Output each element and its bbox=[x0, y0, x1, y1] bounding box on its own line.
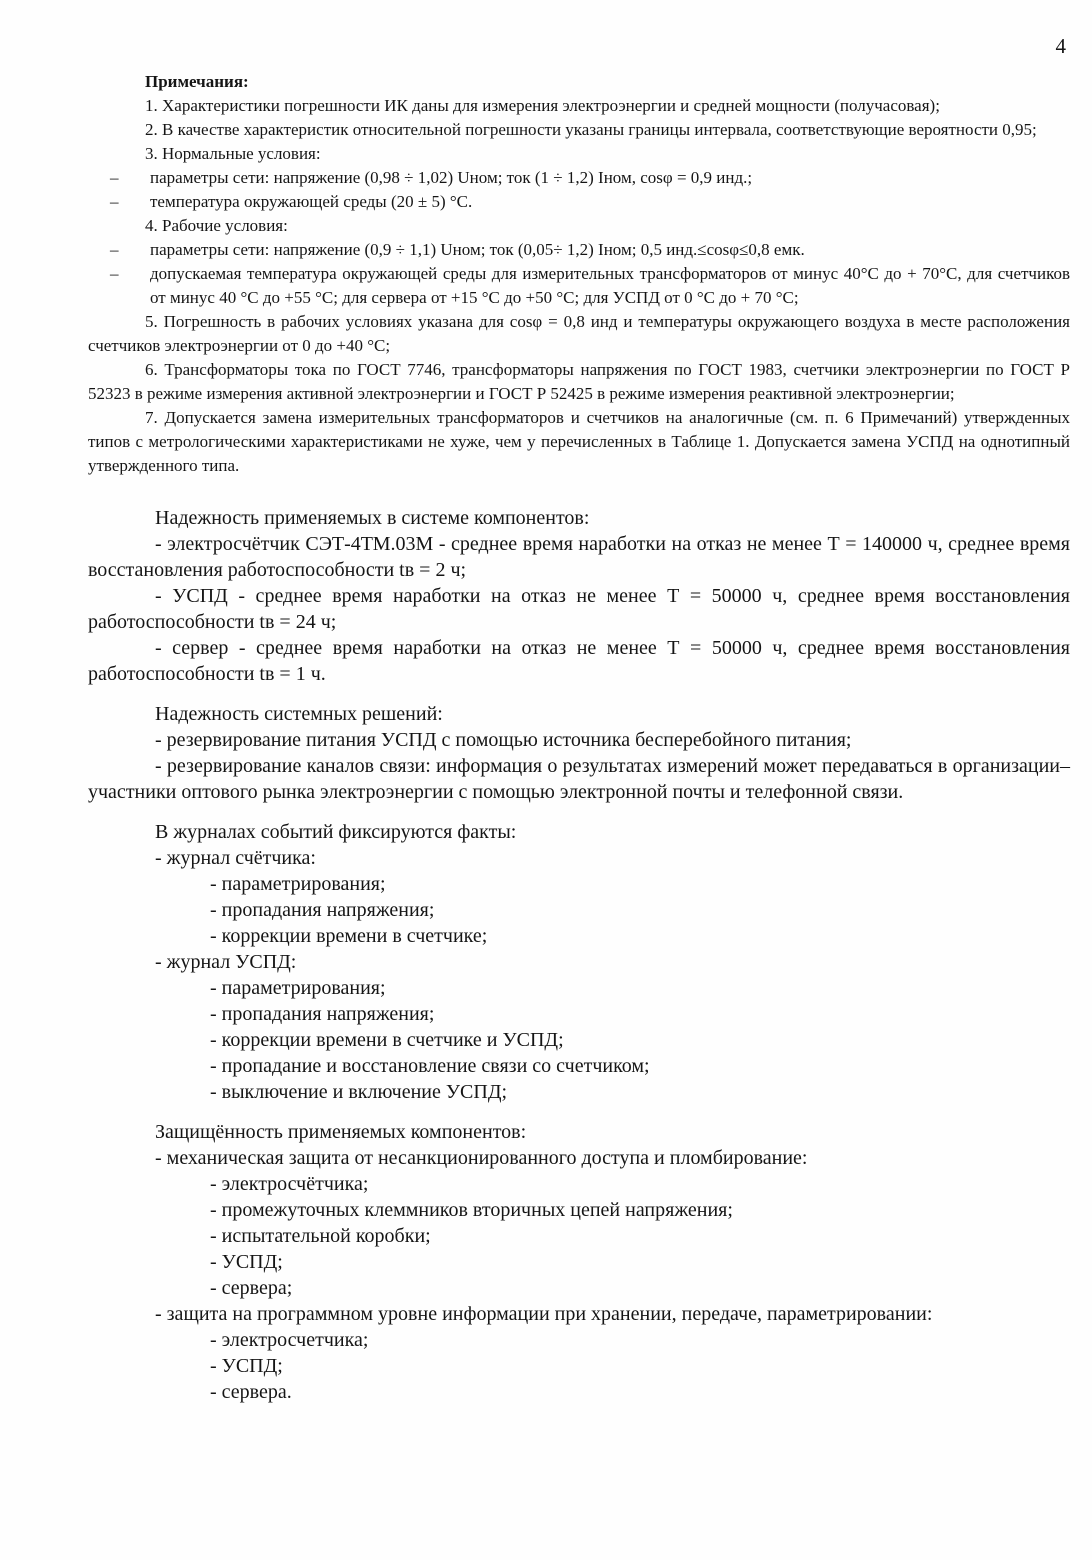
note-item-4: 4. Рабочие условия: bbox=[145, 216, 288, 235]
note-item-5: 5. Погрешность в рабочих условиях указана для cosφ = 0,8 инд и температуры окружающего воздуха в месте расположения счетчиков электроэнергии от 0 до +40 °С; bbox=[88, 312, 1070, 355]
section-heading: В журналах событий фиксируются факты: bbox=[155, 821, 517, 843]
note-dash-item bbox=[110, 190, 1070, 214]
list-item: - защита на программном уровне информации при хранении, передаче, параметрировании: bbox=[155, 1303, 933, 1325]
note-item-3: 3. Нормальные условия: bbox=[145, 144, 321, 163]
note-dash-text: температура окружающей среды (20 ± 5) °С. bbox=[150, 192, 473, 211]
list-subitem: - пропадания напряжения; bbox=[210, 1003, 435, 1025]
paragraph: - резервирование каналов связи: информация о результатах измерений может передаваться в организации–участники оптового рынка электроэнергии с помощью электронной почты и телефонной связи. bbox=[88, 755, 1070, 803]
paragraph: - УСПД - среднее время наработки на отказ не менее Т = 50000 ч, среднее время восстановления работоспособности tв = 24 ч; bbox=[88, 585, 1070, 633]
section-reliability-solutions bbox=[88, 701, 1070, 805]
section-heading: Надежность применяемых в системе компонентов: bbox=[155, 507, 590, 529]
page-number: 4 bbox=[1055, 34, 1066, 58]
list-subitem: - параметрирования; bbox=[210, 873, 386, 895]
paragraph: - сервер - среднее время наработки на отказ не менее Т = 50000 ч, среднее время восстановления работоспособности tв = 1 ч. bbox=[88, 637, 1070, 685]
notes-title: Примечания: bbox=[145, 72, 249, 91]
list-subitem: - УСПД; bbox=[210, 1355, 283, 1377]
note-item-7: 7. Допускается замена измерительных трансформаторов и счетчиков на аналогичные (см. п. 6 Примечаний) утвержденных типов с метрологическими характеристиками не хуже, чем у перечисленных в Таблице 1. Допускается замена УСПД на однотипный утвержденного типа. bbox=[88, 408, 1070, 475]
notes-section bbox=[88, 70, 1070, 478]
note-item-6: 6. Трансформаторы тока по ГОСТ 7746, трансформаторы напряжения по ГОСТ 1983, счетчики электроэнергии по ГОСТ Р 52323 в режиме измерения активной электроэнергии и ГОСТ Р 52425 в режиме измерения реактивной электроэнергии; bbox=[88, 360, 1070, 403]
paragraph: - электросчётчик СЭТ-4ТМ.03М - среднее время наработки на отказ не менее Т = 140000 ч, среднее время восстановления работоспособности tв = 2 ч; bbox=[88, 533, 1070, 581]
list-subitem: - пропадание и восстановление связи со счетчиком; bbox=[210, 1055, 650, 1077]
section-protection-components bbox=[88, 1119, 1070, 1405]
list-item: - механическая защита от несанкционированного доступа и пломбирование: bbox=[155, 1147, 808, 1169]
list-subitem: - испытательной коробки; bbox=[210, 1225, 431, 1247]
dash-marker: – bbox=[110, 240, 119, 259]
dash-marker: – bbox=[110, 264, 119, 283]
dash-marker: – bbox=[110, 168, 119, 187]
list-subitem: - коррекции времени в счетчике и УСПД; bbox=[210, 1029, 564, 1051]
note-dash-item bbox=[110, 166, 1070, 190]
list-subitem: - выключение и включение УСПД; bbox=[210, 1081, 508, 1103]
note-item-1: 1. Характеристики погрешности ИК даны для измерения электроэнергии и средней мощности (получасовая); bbox=[145, 96, 940, 115]
list-subitem: - УСПД; bbox=[210, 1251, 283, 1273]
list-subitem: - сервера; bbox=[210, 1277, 293, 1299]
list-item: - журнал счётчика: bbox=[155, 847, 316, 869]
list-subitem: - параметрирования; bbox=[210, 977, 386, 999]
section-heading: Надежность системных решений: bbox=[155, 703, 443, 725]
note-dash-text: параметры сети: напряжение (0,98 ÷ 1,02) Uном; ток (1 ÷ 1,2) Iном, cosφ = 0,9 инд.; bbox=[150, 168, 753, 187]
list-subitem: - промежуточных клеммников вторичных цепей напряжения; bbox=[210, 1199, 733, 1221]
page-content bbox=[88, 70, 1070, 1405]
list-subitem: - сервера. bbox=[210, 1381, 292, 1403]
section-event-journals bbox=[88, 819, 1070, 1105]
note-dash-text: допускаемая температура окружающей среды для измерительных трансформаторов от минус 40°С до + 70°С, для счетчиков от минус 40 °С до +55 °С; для сервера от +15 °С до +50 °С; для УСПД от 0 °С до + 70 °С; bbox=[150, 264, 1070, 307]
note-dash-item bbox=[110, 238, 1070, 262]
list-subitem: - пропадания напряжения; bbox=[210, 899, 435, 921]
list-subitem: - электросчетчика; bbox=[210, 1329, 369, 1351]
note-dash-item bbox=[110, 262, 1070, 310]
note-dash-text: параметры сети: напряжение (0,9 ÷ 1,1) Uном; ток (0,05÷ 1,2) Iном; 0,5 инд.≤cosφ≤0,8 емк. bbox=[150, 240, 805, 259]
list-subitem: - коррекции времени в счетчике; bbox=[210, 925, 488, 947]
paragraph: - резервирование питания УСПД с помощью источника бесперебойного питания; bbox=[155, 729, 852, 751]
section-heading: Защищённость применяемых компонентов: bbox=[155, 1121, 527, 1143]
note-item-2: 2. В качестве характеристик относительной погрешности указаны границы интервала, соответствующие вероятности 0,95; bbox=[145, 120, 1037, 139]
dash-marker: – bbox=[110, 192, 119, 211]
section-reliability-components bbox=[88, 505, 1070, 687]
list-subitem: - электросчётчика; bbox=[210, 1173, 369, 1195]
list-item: - журнал УСПД: bbox=[155, 951, 297, 973]
